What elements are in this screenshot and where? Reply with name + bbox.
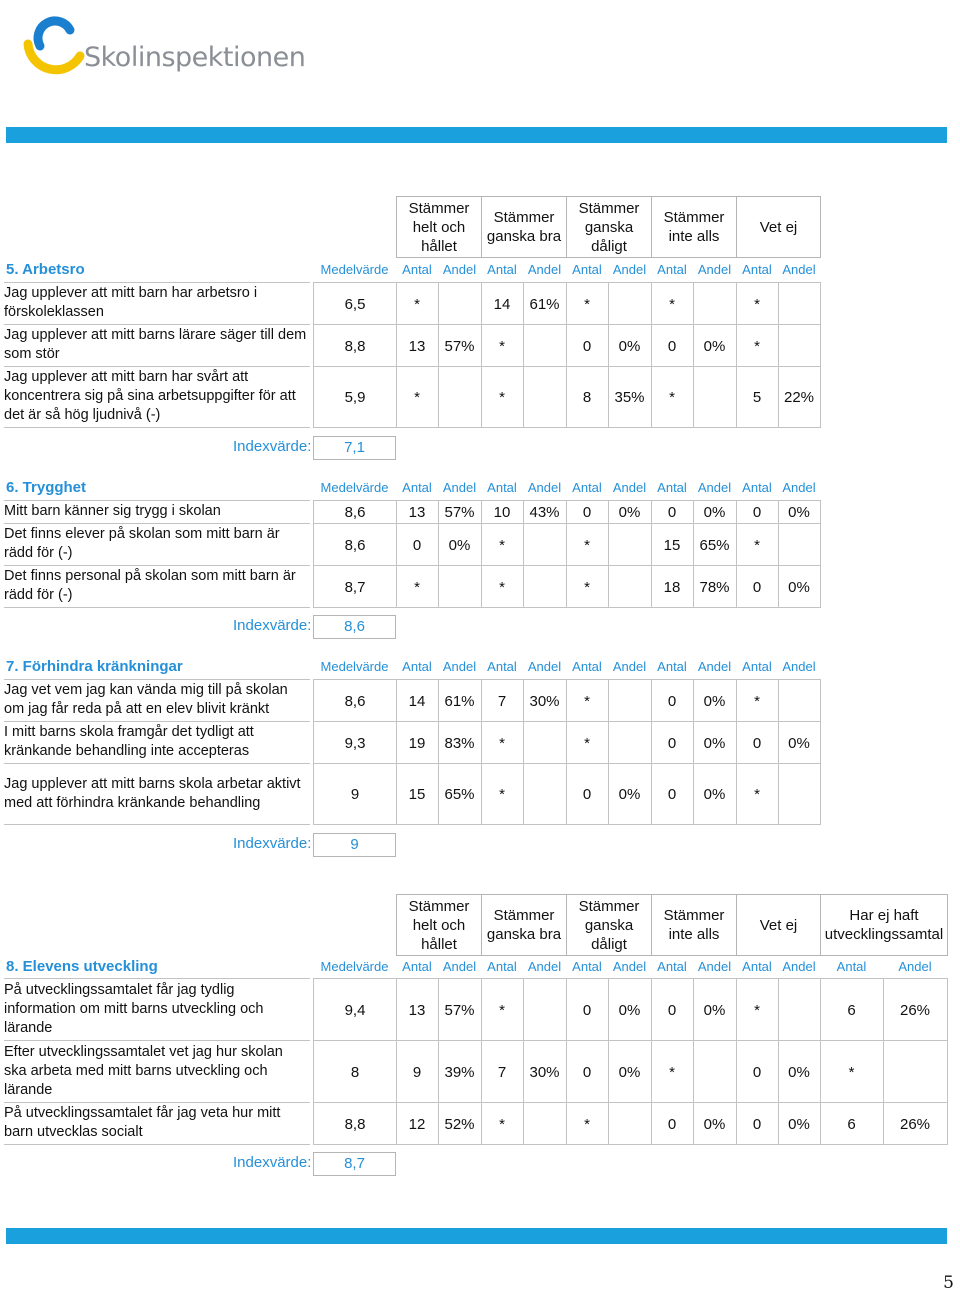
table-cell: 9 [313, 763, 397, 825]
index-label: Indexvärde: [233, 835, 312, 852]
column-label: Andel [527, 659, 562, 674]
table-cell: 22% [778, 366, 821, 428]
table-cell: 14 [481, 282, 524, 325]
column-header: Stämmer ganska dåligt [566, 196, 652, 258]
table-cell: * [566, 282, 609, 325]
table-cell: * [481, 324, 524, 367]
table-cell: 78% [693, 565, 737, 608]
table-cell [693, 282, 737, 325]
table-cell: * [566, 1102, 609, 1145]
column-label: Medelvärde [320, 659, 389, 674]
table-cell: 15 [651, 523, 694, 566]
table-cell: 0% [778, 565, 821, 608]
column-header: Stämmer helt och hållet [396, 196, 482, 258]
table-cell: 26% [883, 1102, 948, 1145]
bottom-band [6, 1228, 947, 1244]
column-label: Andel [782, 659, 816, 674]
table-cell [438, 282, 482, 325]
table-cell: * [736, 763, 779, 825]
table-cell [608, 565, 652, 608]
table-cell [778, 523, 821, 566]
table-cell: 6,5 [313, 282, 397, 325]
table-cell [778, 679, 821, 722]
table-cell: * [481, 523, 524, 566]
table-cell: 0% [693, 324, 737, 367]
table-cell: 9,4 [313, 978, 397, 1041]
table-cell: * [481, 565, 524, 608]
table-cell: * [566, 679, 609, 722]
section-title: 7. Förhindra kränkningar [6, 658, 183, 675]
table-cell: 19 [396, 721, 439, 764]
column-header: Stämmer ganska dåligt [566, 894, 652, 956]
table-cell: 30% [523, 679, 567, 722]
table-cell: 8,8 [313, 324, 397, 367]
row-divider [4, 427, 310, 428]
column-label: Andel [782, 262, 816, 277]
column-header: Vet ej [736, 196, 821, 258]
table-cell: 0% [693, 1102, 737, 1145]
table-cell: 18 [651, 565, 694, 608]
table-cell: * [481, 763, 524, 825]
table-cell: 0% [693, 721, 737, 764]
column-label: Andel [612, 659, 647, 674]
table-cell: 83% [438, 721, 482, 764]
table-cell: * [651, 1040, 694, 1103]
top-band [6, 127, 947, 143]
column-label: Medelvärde [320, 480, 389, 495]
table-cell: * [820, 1040, 884, 1103]
column-header: Stämmer inte alls [651, 196, 737, 258]
table-cell: 0 [651, 721, 694, 764]
column-label: Andel [697, 959, 732, 974]
table-cell: 0 [651, 500, 694, 524]
table-cell: 0% [693, 500, 737, 524]
row-divider [313, 1144, 948, 1145]
table-cell [523, 523, 567, 566]
row-label: Det finns personal på skolan som mitt barn är rädd för (-) [4, 568, 296, 603]
table-cell: 8 [566, 366, 609, 428]
column-label: Andel [697, 262, 732, 277]
column-label: Antal [742, 959, 772, 974]
column-label: Antal [402, 959, 432, 974]
table-cell [693, 366, 737, 428]
column-label: Antal [487, 480, 517, 495]
table-cell [778, 978, 821, 1041]
table-cell: 5,9 [313, 366, 397, 428]
table-cell: 6 [820, 978, 884, 1041]
table-cell: 13 [396, 978, 439, 1041]
table-cell: 65% [693, 523, 737, 566]
table-cell: 57% [438, 500, 482, 524]
table-cell: 0% [608, 763, 652, 825]
table-cell: 0% [608, 500, 652, 524]
table-cell: 8,8 [313, 1102, 397, 1145]
page-number: 5 [943, 1273, 954, 1293]
index-value: 9 [313, 833, 396, 857]
table-cell: * [481, 721, 524, 764]
column-label: Andel [442, 959, 477, 974]
table-cell: * [396, 282, 439, 325]
table-cell: 8 [313, 1040, 397, 1103]
column-label: Andel [612, 480, 647, 495]
table-cell: * [736, 523, 779, 566]
table-cell: * [651, 366, 694, 428]
index-value: 8,7 [313, 1152, 396, 1176]
table-cell: 8,7 [313, 565, 397, 608]
column-label: Andel [442, 480, 477, 495]
column-label: Antal [402, 480, 432, 495]
section-title: 6. Trygghet [6, 479, 87, 496]
column-label: Antal [487, 262, 517, 277]
section-title: 8. Elevens utveckling [6, 958, 158, 975]
table-cell [523, 366, 567, 428]
index-label: Indexvärde: [233, 438, 312, 455]
table-cell: 0 [396, 523, 439, 566]
table-cell: 61% [523, 282, 567, 325]
row-label: Jag upplever att mitt barns lärare säger till dem som stör [4, 327, 307, 362]
row-label: Jag vet vem jag kan vända mig till på skolan om jag får reda på att en elev blivit kränkt [4, 682, 288, 717]
logo-text: Skolinspektionen [84, 42, 306, 73]
table-cell: 0 [566, 500, 609, 524]
table-cell [523, 978, 567, 1041]
column-label: Andel [612, 959, 647, 974]
column-label: Antal [402, 659, 432, 674]
table-cell [608, 679, 652, 722]
table-cell: 9,3 [313, 721, 397, 764]
table-cell: * [566, 523, 609, 566]
table-cell: 65% [438, 763, 482, 825]
table-cell: 12 [396, 1102, 439, 1145]
table-cell: 0 [566, 324, 609, 367]
table-cell [608, 523, 652, 566]
table-cell: 0 [566, 763, 609, 825]
table-cell [883, 1040, 948, 1103]
table-cell [523, 324, 567, 367]
table-cell: 5 [736, 366, 779, 428]
table-cell: 0 [566, 978, 609, 1041]
row-label: Jag upplever att mitt barn har arbetsro i förskoleklassen [4, 285, 258, 320]
index-value: 7,1 [313, 436, 396, 460]
column-label: Andel [782, 959, 816, 974]
table-cell: 0% [438, 523, 482, 566]
column-label: Antal [657, 659, 687, 674]
index-label: Indexvärde: [233, 617, 312, 634]
column-header: Stämmer inte alls [651, 894, 737, 956]
column-header: Har ej haft utvecklingssamtal [820, 894, 948, 956]
row-divider [313, 427, 821, 428]
table-cell: 0% [693, 763, 737, 825]
table-cell: 35% [608, 366, 652, 428]
table-cell: 52% [438, 1102, 482, 1145]
table-cell [523, 1102, 567, 1145]
column-header: Stämmer ganska bra [481, 196, 567, 258]
table-cell: * [736, 282, 779, 325]
table-cell: * [736, 324, 779, 367]
column-label: Antal [742, 480, 772, 495]
row-label: Jag upplever att mitt barns skola arbetar aktivt med att förhindra kränkande behandling [4, 775, 301, 811]
table-cell: * [651, 282, 694, 325]
table-cell: 0 [736, 1102, 779, 1145]
row-label: Mitt barn känner sig trygg i skolan [4, 503, 221, 519]
column-label: Andel [442, 659, 477, 674]
table-cell [778, 763, 821, 825]
table-cell: * [481, 1102, 524, 1145]
table-cell: * [396, 565, 439, 608]
table-cell [693, 1040, 737, 1103]
table-cell: 6 [820, 1102, 884, 1145]
column-label: Andel [697, 480, 732, 495]
table-cell: 13 [396, 500, 439, 524]
row-label: I mitt barns skola framgår det tydligt att kränkande behandling inte accepteras [4, 724, 254, 759]
column-label: Antal [572, 959, 602, 974]
table-cell: 0% [693, 978, 737, 1041]
table-cell: 0% [608, 324, 652, 367]
column-label: Antal [402, 262, 432, 277]
column-label: Medelvärde [320, 959, 389, 974]
column-header: Stämmer helt och hållet [396, 894, 482, 956]
table-cell: * [481, 978, 524, 1041]
table-cell: 0% [778, 1040, 821, 1103]
column-label: Medelvärde [320, 262, 389, 277]
table-cell: 0% [778, 500, 821, 524]
row-divider [4, 824, 310, 825]
table-cell: 0 [651, 763, 694, 825]
table-cell: 8,6 [313, 523, 397, 566]
table-cell: 14 [396, 679, 439, 722]
table-cell [523, 763, 567, 825]
row-divider [4, 607, 310, 608]
row-divider [313, 824, 821, 825]
column-label: Antal [572, 262, 602, 277]
column-label: Andel [898, 959, 932, 974]
column-label: Andel [527, 959, 562, 974]
table-cell [438, 366, 482, 428]
column-label: Andel [782, 480, 816, 495]
row-label: På utvecklingssamtalet får jag veta hur mitt barn utvecklas socialt [4, 1105, 281, 1140]
table-cell: * [566, 721, 609, 764]
table-cell: 26% [883, 978, 948, 1041]
table-cell: 7 [481, 679, 524, 722]
table-cell: 57% [438, 978, 482, 1041]
table-cell: 39% [438, 1040, 482, 1103]
column-header: Stämmer ganska bra [481, 894, 567, 956]
table-cell: 0 [566, 1040, 609, 1103]
column-label: Antal [572, 480, 602, 495]
section-title: 5. Arbetsro [6, 261, 85, 278]
table-cell: 0% [778, 1102, 821, 1145]
column-header: Vet ej [736, 894, 821, 956]
table-cell: 15 [396, 763, 439, 825]
table-cell [778, 282, 821, 325]
table-cell: 0 [736, 721, 779, 764]
table-cell: 9 [396, 1040, 439, 1103]
table-cell: 0% [778, 721, 821, 764]
table-cell: * [736, 679, 779, 722]
table-cell: * [396, 366, 439, 428]
table-cell: 0 [651, 679, 694, 722]
index-label: Indexvärde: [233, 1154, 312, 1171]
row-label: Efter utvecklingssamtalet vet jag hur skolan ska arbeta med mitt barns utveckling och lärande [4, 1043, 283, 1098]
table-cell [523, 721, 567, 764]
table-cell: 8,6 [313, 679, 397, 722]
table-cell: 57% [438, 324, 482, 367]
table-cell: 13 [396, 324, 439, 367]
column-label: Antal [572, 659, 602, 674]
column-label: Andel [527, 262, 562, 277]
table-cell: 0 [736, 565, 779, 608]
table-cell: 30% [523, 1040, 567, 1103]
column-label: Andel [442, 262, 477, 277]
table-cell [778, 324, 821, 367]
table-cell: 7 [481, 1040, 524, 1103]
table-cell: 10 [481, 500, 524, 524]
column-label: Andel [612, 262, 647, 277]
row-label: Det finns elever på skolan som mitt barn är rädd för (-) [4, 526, 280, 561]
table-cell [608, 282, 652, 325]
column-label: Antal [487, 659, 517, 674]
table-cell [438, 565, 482, 608]
row-divider [4, 1144, 310, 1145]
index-value: 8,6 [313, 615, 396, 639]
table-cell: 61% [438, 679, 482, 722]
table-cell: 0 [651, 978, 694, 1041]
table-cell: * [566, 565, 609, 608]
table-cell [608, 721, 652, 764]
column-label: Antal [742, 262, 772, 277]
column-label: Antal [836, 959, 867, 974]
table-cell: 0 [736, 500, 779, 524]
column-label: Antal [657, 959, 687, 974]
table-cell: * [481, 366, 524, 428]
table-cell: 0 [736, 1040, 779, 1103]
column-label: Antal [742, 659, 772, 674]
row-label: På utvecklingssamtalet får jag tydlig information om mitt barns utveckling och lärande [4, 981, 264, 1036]
table-cell: 0 [651, 324, 694, 367]
table-cell: 0 [651, 1102, 694, 1145]
table-cell: 43% [523, 500, 567, 524]
table-cell [523, 565, 567, 608]
column-label: Andel [527, 480, 562, 495]
row-label: Jag upplever att mitt barn har svårt att koncentrera sig på sina arbetsuppgifter för att det är så hög ljudnivå (-) [4, 369, 296, 423]
column-label: Antal [487, 959, 517, 974]
column-label: Antal [657, 480, 687, 495]
row-divider [313, 607, 821, 608]
table-cell: 8,6 [313, 500, 397, 524]
table-cell: 0% [693, 679, 737, 722]
table-cell: 0% [608, 1040, 652, 1103]
column-label: Andel [697, 659, 732, 674]
table-cell [608, 1102, 652, 1145]
column-label: Antal [657, 262, 687, 277]
table-cell: * [736, 978, 779, 1041]
table-cell: 0% [608, 978, 652, 1041]
